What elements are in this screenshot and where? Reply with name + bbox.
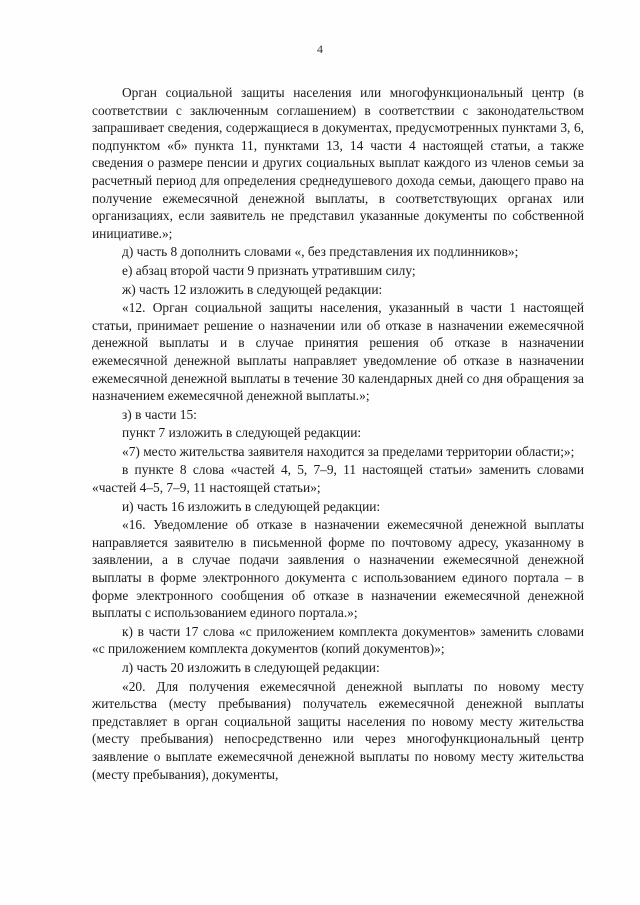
document-body (92, 78, 584, 784)
paragraph: к) в части 17 слова «с приложением комплекта документов» заменить словами «с приложением комплекта документов (копий документов)»; (92, 623, 584, 657)
paragraph: ж) часть 12 изложить в следующей редакции: (122, 281, 383, 297)
paragraph: е) абзац второй части 9 признать утратившим силу; (122, 262, 416, 278)
paragraph: «20. Для получения ежемесячной денежной выплаты по новому месту жительства (месту пребывания) получатель ежемесячной денежной выплаты представляет в орган социальной защиты населения по новому месту жительства (месту пребывания) непосредственно или через многофункциональный центр заявление о выплате ежемесячной денежной выплаты по новому месту жительства (месту пребывания), документы, (92, 678, 584, 782)
paragraph: пункт 7 изложить в следующей редакции: (122, 425, 362, 441)
paragraph: и) часть 16 изложить в следующей редакции: (122, 498, 381, 514)
paragraph: «16. Уведомление об отказе в назначении ежемесячной денежной выплаты направляется заявителю в письменной форме по почтовому адресу, указанному в заявлении, а в случае подачи заявления о назначении ежемесячной денежной выплаты в форме электронного документа с использованием единого портала – в форме электронного сообщения об отказе в назначении ежемесячной денежной выплаты с использованием единого портала.»; (92, 517, 584, 621)
paragraph: «12. Орган социальной защиты населения, указанный в части 1 настоящей статьи, принимает решение о назначении или об отказе в назначении ежемесячной денежной выплаты и в случае принятия решения об отказе в назначении ежемесячной денежной выплаты направляет уведомление об отказе в назначении ежемесячной денежной выплаты в течение 30 календарных дней со дня обращения за назначением ежемесячной денежной выплаты.»; (92, 300, 584, 404)
paragraph: з) в части 15: (122, 406, 197, 422)
page-number: 4 (317, 42, 323, 56)
paragraph: «7) место жительства заявителя находится за пределами территории области;»; (122, 443, 575, 459)
paragraph: в пункте 8 слова «частей 4, 5, 7–9, 11 настоящей статьи» заменить словами «частей 4–5, 7–9, 11 настоящей статьи»; (92, 462, 584, 496)
paragraph: д) часть 8 дополнить словами «, без представления их подлинников»; (122, 244, 519, 260)
paragraph: Орган социальной защиты населения или многофункциональный центр (в соответствии с заключенным соглашением) в соответствии с законодательством запрашивает сведения, содержащиеся в документах, предусмотренных пунктами 3, 6, подпунктом «б» пункта 11, пунктами 13, 14 части 4 настоящей статьи, а также сведения о размере пенсии и других социальных выплат каждого из членов семьи за расчетный период для определения среднедушевого дохода семьи, дающего право на получение ежемесячной денежной выплаты, в соответствующих органах или организациях, если заявитель не представил указанные документы по собственной инициативе.»; (92, 85, 584, 241)
paragraph: л) часть 20 изложить в следующей редакции: (122, 660, 380, 675)
